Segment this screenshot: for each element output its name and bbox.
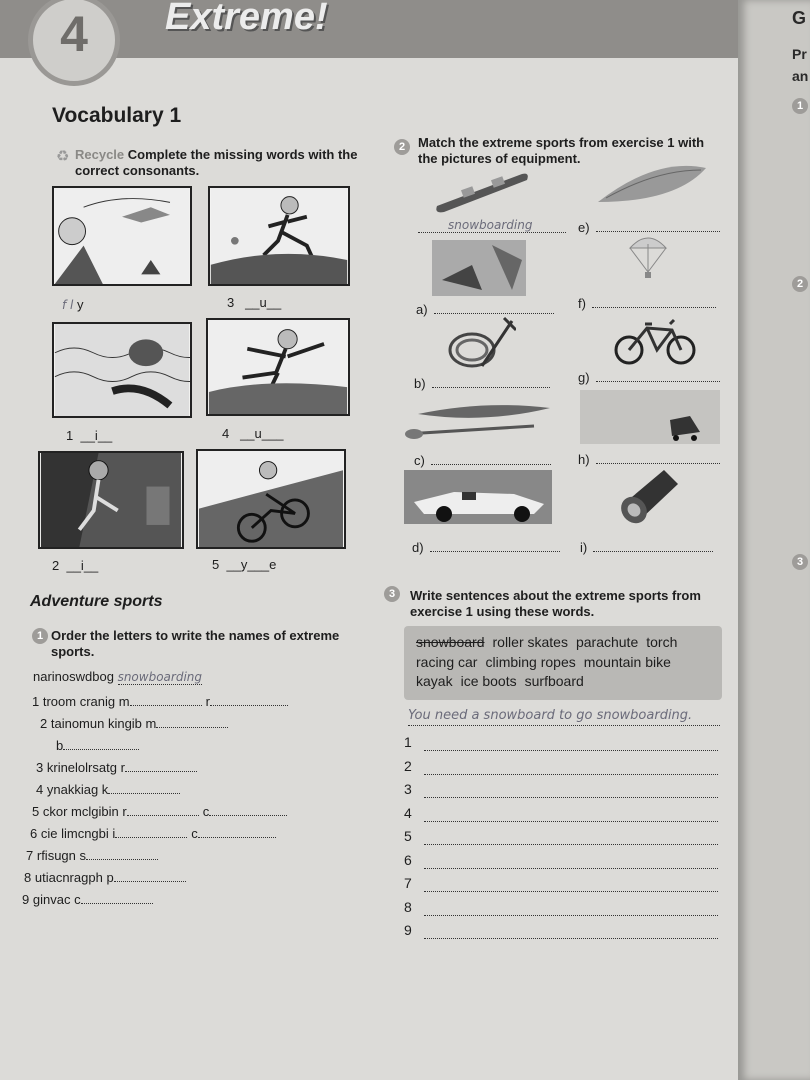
answer-blank[interactable] xyxy=(86,859,158,860)
right-page-edge xyxy=(738,0,810,1080)
answer-blank[interactable] xyxy=(108,793,180,794)
label-2-mid: i xyxy=(80,558,84,573)
recycle-tag: Recycle xyxy=(75,147,125,162)
picture-cycling xyxy=(196,449,346,549)
recycle-icon: ♻ xyxy=(56,148,70,165)
sentence-line-number: 4 xyxy=(404,804,412,821)
answer-blank[interactable] xyxy=(596,463,720,464)
exercise-3-instruction: Write sentences about the extreme sports from exercise 1 using these words. xyxy=(410,588,701,619)
exercise-1-item xyxy=(40,716,228,731)
answer-blank-2[interactable] xyxy=(63,749,139,750)
sentence-line-number: 2 xyxy=(404,757,412,774)
answer-blank[interactable] xyxy=(115,837,187,838)
item-hint-2: c xyxy=(202,804,210,819)
answer-blank-2[interactable] xyxy=(210,705,288,706)
answer-blank[interactable] xyxy=(130,705,202,706)
word-box-line xyxy=(416,634,685,650)
sentence-line-number: 6 xyxy=(404,851,412,868)
answer-letter: e) xyxy=(578,220,590,235)
item-hint: r xyxy=(122,804,127,819)
exercise-1-item xyxy=(24,870,186,885)
label-5: 5 __y___e xyxy=(212,557,277,572)
word-box-item: roller skates xyxy=(492,634,568,650)
answer-blank[interactable] xyxy=(156,727,228,728)
right-text-pr: Pr xyxy=(792,46,807,62)
exercise-2-number: 2 xyxy=(394,139,410,155)
exercise-1-example xyxy=(33,669,202,684)
sentence-line-number: 8 xyxy=(404,898,412,915)
word-box-item: mountain bike xyxy=(583,654,671,670)
equipment-answer-a xyxy=(416,302,554,317)
item-hint-2: b xyxy=(56,738,64,753)
sentence-line-number: 9 xyxy=(404,922,412,938)
right-number-3: 3 xyxy=(792,554,808,570)
vocabulary-heading: Vocabulary 1 xyxy=(52,104,182,127)
exercise-1-item xyxy=(26,848,158,863)
picture-jumping xyxy=(206,318,350,416)
sentence-line-number: 3 xyxy=(404,781,412,797)
item-hint: m xyxy=(145,716,157,731)
word-box-item: parachute xyxy=(575,634,639,650)
word-box-item: racing car xyxy=(416,654,478,670)
sentence-line-number: 7 xyxy=(404,875,412,891)
right-number-2: 2 xyxy=(792,276,808,292)
label-5-num: 5 xyxy=(212,557,220,572)
sentence-line-number: 1 xyxy=(404,734,412,750)
item-scrambled: rfisugn xyxy=(36,848,76,863)
word-box-item: kayak xyxy=(416,673,453,689)
item-hint: i xyxy=(112,826,116,841)
parachute-image xyxy=(628,232,668,280)
right-heading: G xyxy=(792,8,807,28)
item-scrambled: ginvac xyxy=(32,892,71,907)
item-number: 9 xyxy=(22,892,30,907)
sentence-blank[interactable] xyxy=(424,821,718,822)
exercise-1-item xyxy=(30,826,276,841)
snowboard-image xyxy=(432,166,532,216)
label-4-mid: u xyxy=(254,426,262,441)
item-hint: s xyxy=(79,848,87,863)
exercise-1-instruction: Order the letters to write the names of extreme sports. xyxy=(51,628,340,659)
equipment-answer-b xyxy=(414,376,550,391)
item-scrambled: troom cranig xyxy=(42,694,116,709)
exercise-1-item xyxy=(32,804,287,819)
example-answer: snowboarding xyxy=(117,670,203,684)
example-scrambled: narinoswdbog xyxy=(33,669,114,684)
example-line xyxy=(408,725,720,726)
answer-blank[interactable] xyxy=(81,903,153,904)
item-hint-2: c xyxy=(191,826,198,841)
picture-swimming xyxy=(52,322,192,418)
answer-blank[interactable] xyxy=(434,313,554,314)
equipment-answer-g xyxy=(578,370,720,385)
exercise-1-item-continuation xyxy=(56,738,139,753)
torch-image xyxy=(612,464,692,530)
equipment-answer-d xyxy=(412,540,560,555)
item-number: 7 xyxy=(26,848,34,863)
item-scrambled: cie limcngbi xyxy=(40,826,109,841)
label-2: 2 __i__ xyxy=(52,558,99,573)
label-4: 4 __u___ xyxy=(222,426,284,441)
label-2-num: 2 xyxy=(52,558,60,573)
word-box-line xyxy=(416,654,679,670)
answer-blank[interactable] xyxy=(592,307,716,308)
item-number: 6 xyxy=(30,826,38,841)
word-box-item: snowboard xyxy=(416,634,485,650)
mountain-bike-image xyxy=(612,312,698,366)
label-fly xyxy=(62,297,84,312)
answer-letter: h) xyxy=(578,452,590,467)
item-number: 3 xyxy=(36,760,44,775)
unit-title: Extreme! xyxy=(165,0,328,38)
answer-blank[interactable] xyxy=(596,231,720,232)
answer-blank[interactable] xyxy=(125,771,197,772)
sentence-line-number: 5 xyxy=(404,828,412,844)
answer-blank[interactable] xyxy=(127,815,199,816)
equipment-answer-f xyxy=(578,296,716,311)
item-number: 5 xyxy=(32,804,40,819)
recycle-instruction xyxy=(75,147,365,179)
answer-blank-2[interactable] xyxy=(198,837,276,838)
item-number: 4 xyxy=(36,782,44,797)
exercise-2-instruction: Match the extreme sports from exercise 1 with the pictures of equipment. xyxy=(418,135,705,166)
answer-letter: i) xyxy=(580,540,588,555)
right-number-1: 1 xyxy=(792,98,808,114)
exercise-2-example-answer: snowboarding xyxy=(418,218,566,233)
sentence-blank[interactable] xyxy=(424,891,718,892)
answer-blank[interactable] xyxy=(430,551,560,552)
picture-climbing xyxy=(38,451,184,549)
item-hint: m xyxy=(118,694,130,709)
answer-letter: d) xyxy=(412,540,424,555)
label-3-mid: u xyxy=(259,295,267,310)
label-4-num: 4 xyxy=(222,426,230,441)
sentence-blank[interactable] xyxy=(424,774,718,775)
word-box-item: surfboard xyxy=(524,673,584,689)
exercise-1-item xyxy=(32,694,288,709)
item-hint: k xyxy=(101,782,109,797)
exercise-1-item xyxy=(22,892,153,907)
word-box-line xyxy=(416,673,592,689)
item-scrambled: ckor mclgibin xyxy=(42,804,119,819)
ice-boots-image xyxy=(432,240,526,296)
unit-number: 4 xyxy=(60,6,88,62)
word-box-item: climbing ropes xyxy=(485,654,576,670)
label-1-num: 1 xyxy=(66,428,74,443)
right-text-an: an xyxy=(792,68,809,84)
kayak-image xyxy=(404,400,554,442)
item-scrambled: tainomun kingib xyxy=(50,716,142,731)
answer-blank[interactable] xyxy=(431,464,551,465)
answer-blank[interactable] xyxy=(114,881,186,882)
item-number: 1 xyxy=(32,694,40,709)
word-box-item: torch xyxy=(646,634,678,650)
label-5-end: e xyxy=(269,557,277,572)
equipment-answer-e xyxy=(578,220,720,235)
surfboard-image xyxy=(596,162,708,208)
exercise-1-item xyxy=(36,782,180,797)
label-5-mid: y xyxy=(240,557,248,572)
picture-flying xyxy=(52,186,192,286)
item-hint: r xyxy=(120,760,125,775)
answer-blank[interactable] xyxy=(432,387,550,388)
picture-running xyxy=(208,186,350,286)
adventure-heading: Adventure sports xyxy=(30,593,163,610)
label-fly-end: y xyxy=(77,297,84,312)
sentence-blank[interactable] xyxy=(424,938,718,939)
exercise-1-number: 1 xyxy=(32,628,48,644)
answer-blank[interactable] xyxy=(596,381,720,382)
item-hint: c xyxy=(74,892,81,907)
item-scrambled: utiacnragph xyxy=(34,870,103,885)
sentence-blank[interactable] xyxy=(424,844,718,845)
racing-car-image xyxy=(404,470,552,524)
answer-letter: g) xyxy=(578,370,590,385)
answer-letter: a) xyxy=(416,302,428,317)
label-1: 1 __i__ xyxy=(66,428,113,443)
answer-blank-2[interactable] xyxy=(209,815,287,816)
word-box-item: ice boots xyxy=(460,673,517,689)
item-hint: p xyxy=(106,870,114,885)
item-scrambled: krinelolrsatg xyxy=(46,760,117,775)
roller-skates-image xyxy=(580,390,720,444)
item-number: 2 xyxy=(40,716,48,731)
sentence-blank[interactable] xyxy=(424,750,718,751)
answer-letter: c) xyxy=(414,453,425,468)
equipment-answer-c xyxy=(414,453,551,468)
exercise-1-item xyxy=(36,760,197,775)
answer-letter: f) xyxy=(578,296,586,311)
item-scrambled: ynakkiag xyxy=(46,782,99,797)
sentence-blank[interactable] xyxy=(424,868,718,869)
label-1-mid: i xyxy=(94,428,98,443)
answer-blank[interactable] xyxy=(593,551,713,552)
sentence-blank[interactable] xyxy=(424,797,718,798)
exercise-3-example: You need a snowboard to go snowboarding. xyxy=(408,708,693,723)
label-3-num: 3 xyxy=(227,295,235,310)
equipment-answer-i xyxy=(580,540,713,555)
exercise-3-number: 3 xyxy=(384,586,400,602)
climbing-ropes-image xyxy=(442,316,516,374)
recycle-text: Complete the missing words with the correct consonants. xyxy=(75,147,358,178)
item-number: 8 xyxy=(24,870,32,885)
label-fly-answer: f l xyxy=(62,298,74,312)
unit-number-badge xyxy=(28,0,120,86)
item-hint-2: r xyxy=(205,694,210,709)
equipment-answer-h xyxy=(578,452,720,467)
sentence-blank[interactable] xyxy=(424,915,718,916)
label-3: 3 __u__ xyxy=(227,295,282,310)
answer-letter: b) xyxy=(414,376,426,391)
